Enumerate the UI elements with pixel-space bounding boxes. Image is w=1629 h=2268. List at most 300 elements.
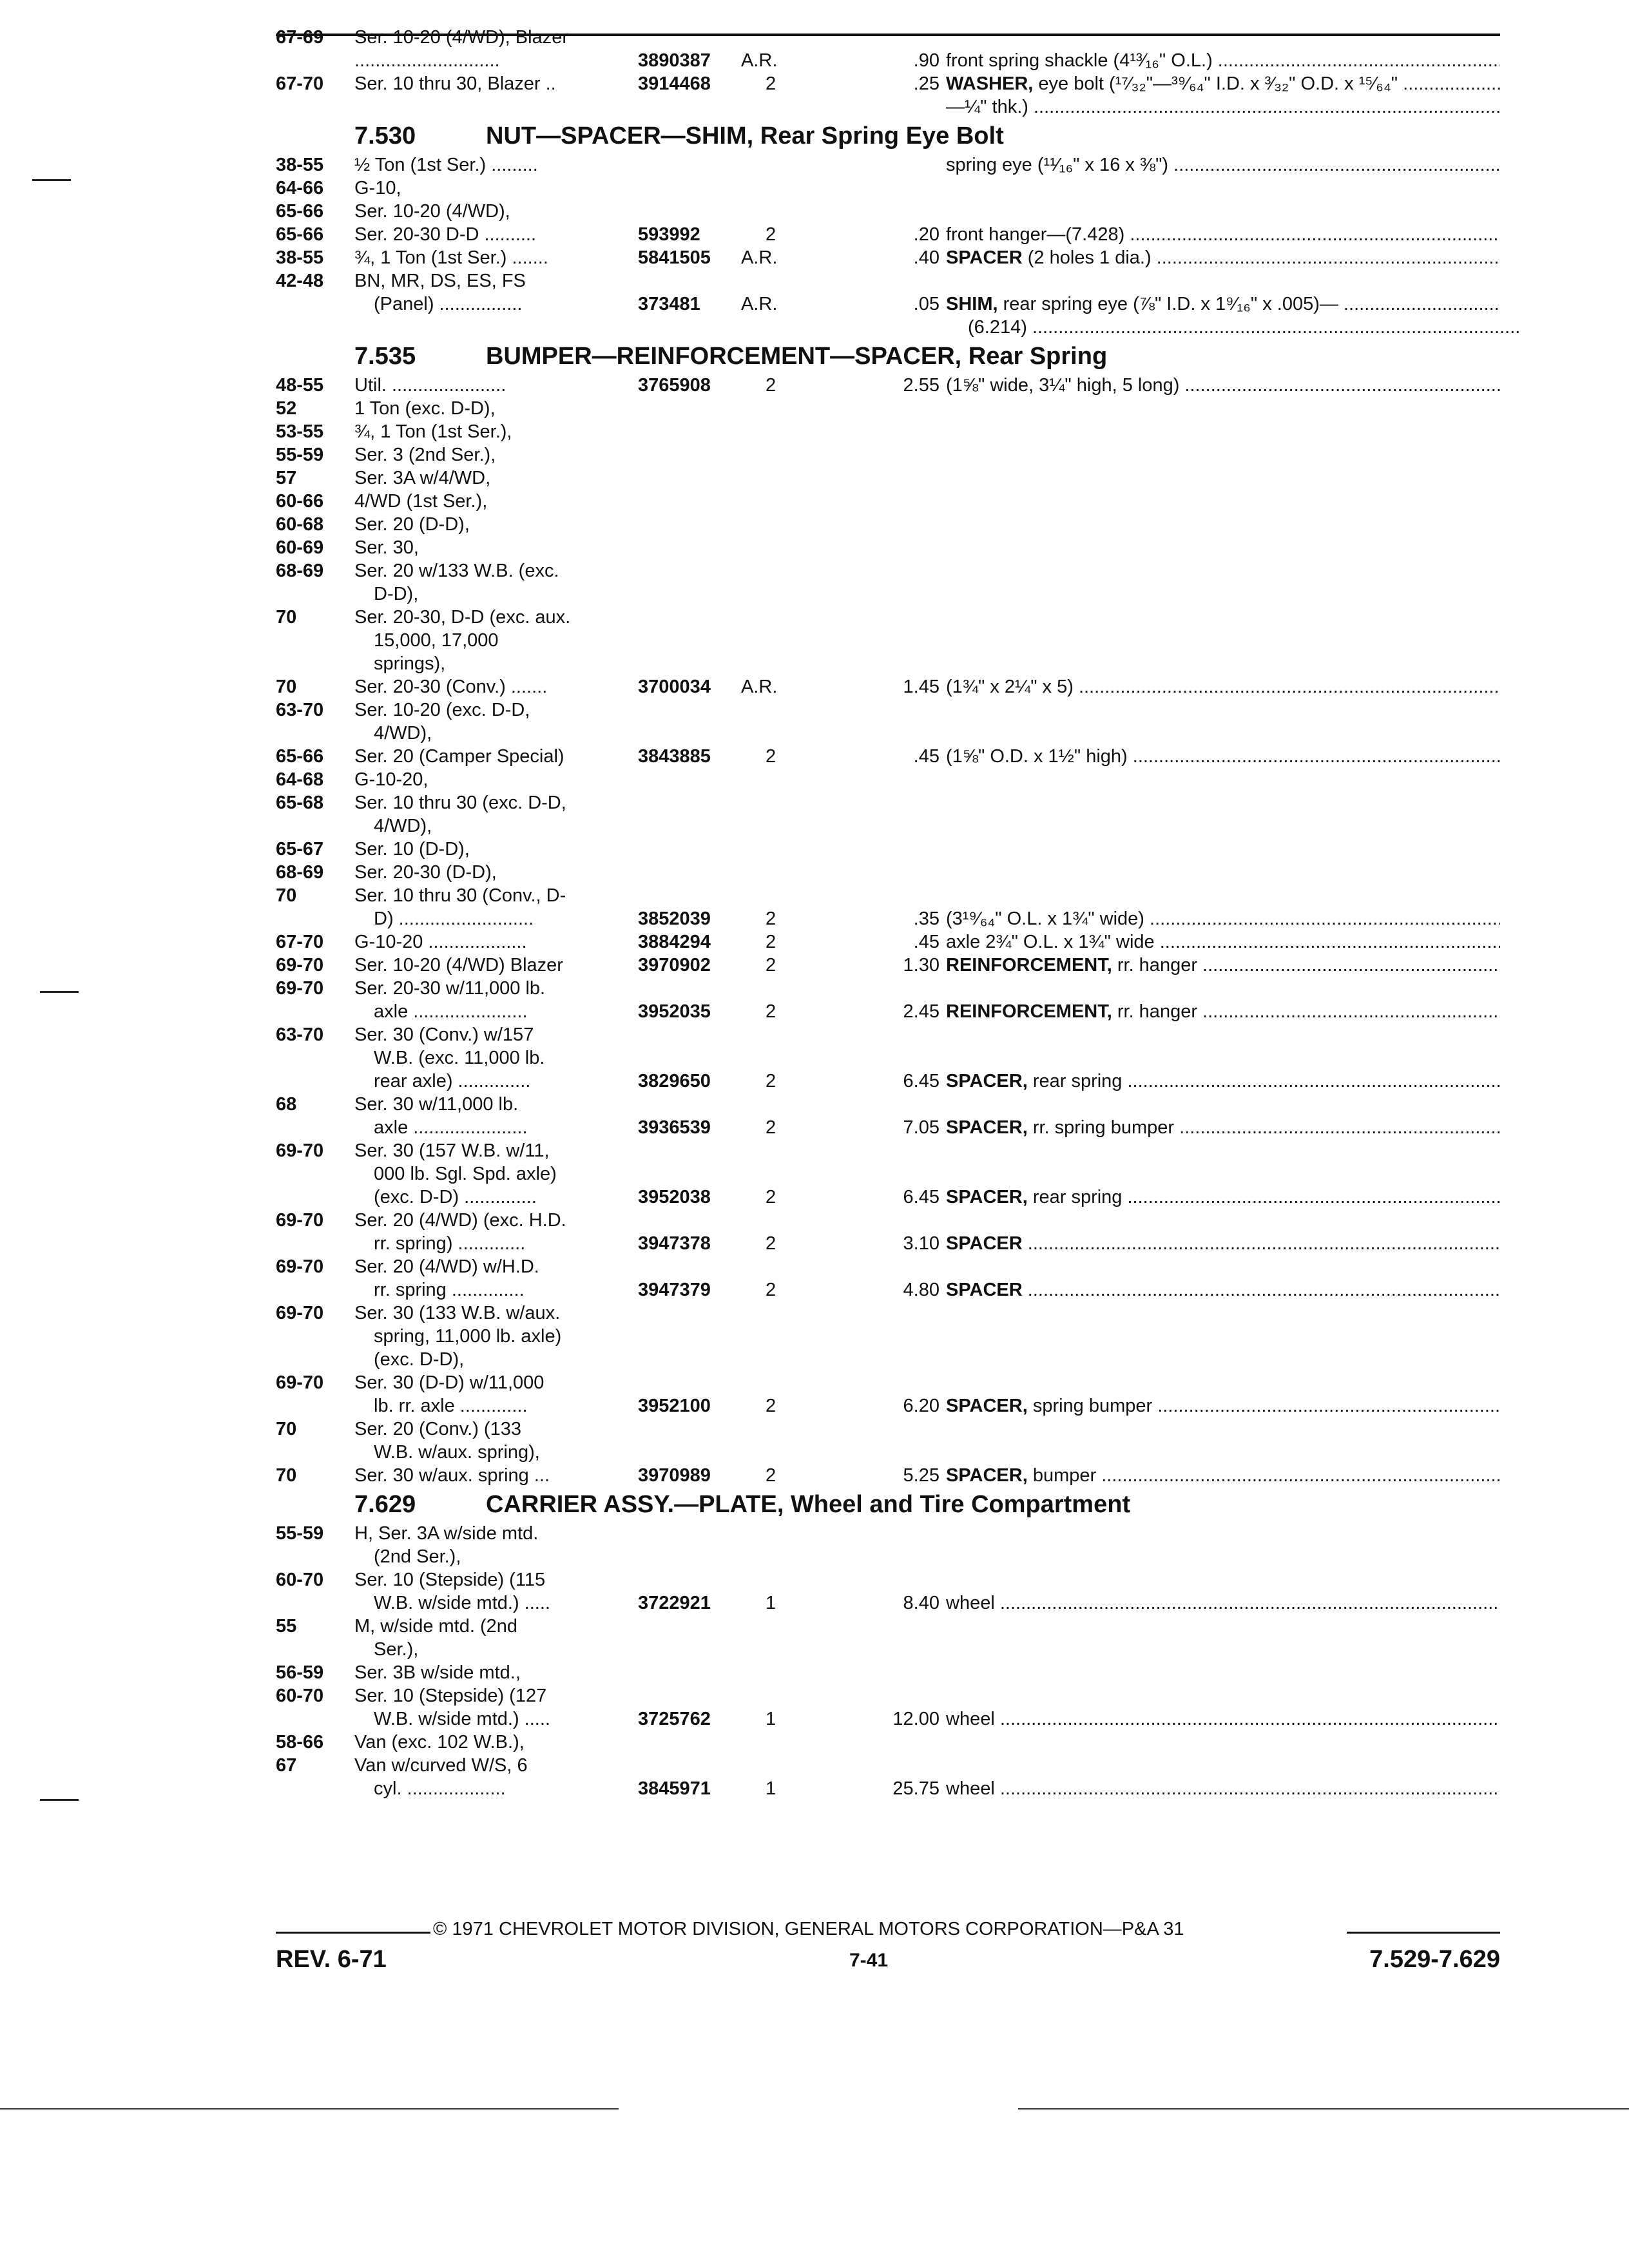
application: Ser. 30 (D-D) w/11,000	[354, 1372, 545, 1393]
section-number: 7.629	[354, 1491, 416, 1518]
list-price: 6.45	[903, 1187, 940, 1207]
footer-rule-right	[1347, 1932, 1500, 1934]
part-description	[946, 1186, 1500, 1209]
part-number: 3914468	[638, 73, 711, 94]
table-row	[276, 1070, 1500, 1093]
table-row	[276, 177, 1500, 200]
model-years: 55	[276, 1616, 297, 1637]
part-description	[946, 72, 1500, 95]
part-number: 5841505	[638, 247, 711, 268]
application: Ser. 20 (Camper Special)	[354, 746, 564, 767]
list-price: 12.00	[892, 1709, 940, 1729]
model-years: 56-59	[276, 1662, 324, 1683]
application: W.B. (exc. 11,000 lb.	[374, 1048, 545, 1068]
table-row	[276, 629, 1500, 652]
table-row	[276, 1278, 1500, 1302]
section-heading	[276, 339, 1500, 374]
part-number: 593992	[638, 224, 700, 245]
application: Ser. 10-20 (4/WD), Blazer	[354, 27, 568, 48]
table-row	[276, 1731, 1500, 1754]
table-row	[276, 1093, 1500, 1116]
quantity-as-required: A.R.	[741, 677, 778, 697]
table-row	[276, 1371, 1500, 1394]
table-row	[276, 1661, 1500, 1684]
model-years: 64-66	[276, 178, 324, 198]
part-name: SPACER,	[946, 1187, 1028, 1207]
application: Ser. 10-20 (exc. D-D,	[354, 700, 530, 720]
application: Ser. 10 (Stepside) (115	[354, 1570, 546, 1590]
part-number: 3970902	[638, 955, 711, 975]
quantity: 1	[766, 1593, 776, 1613]
model-years: 60-70	[276, 1686, 324, 1706]
model-years: 65-66	[276, 746, 324, 767]
application: 4/WD (1st Ser.),	[354, 491, 488, 512]
model-years: 38-55	[276, 247, 324, 268]
model-years: 67	[276, 1755, 297, 1776]
application: Ser. 3 (2nd Ser.),	[354, 445, 496, 465]
quantity: 2	[766, 955, 776, 975]
part-number: 3845971	[638, 1778, 711, 1799]
table-row	[276, 95, 1500, 119]
table-row	[276, 582, 1500, 606]
description-text: rr. spring bumper .....	[1028, 1117, 1500, 1138]
application: ¾, 1 Ton (1st Ser.),	[354, 421, 512, 442]
application: Ser. 3B w/side mtd.,	[354, 1662, 521, 1683]
table-row	[276, 698, 1500, 722]
table-row	[276, 1255, 1500, 1278]
application: W.B. w/side mtd.) .....	[374, 1593, 550, 1613]
table-row	[276, 316, 1500, 339]
application: rr. spring) .............	[374, 1233, 526, 1254]
model-years: 52	[276, 398, 297, 419]
part-description	[946, 675, 1500, 698]
table-row	[276, 884, 1500, 907]
table-row	[276, 1591, 1500, 1615]
model-years: 67-69	[276, 27, 324, 48]
part-name: SPACER	[946, 1233, 1023, 1254]
model-years: 65-67	[276, 839, 324, 860]
description-text: front hanger—(7.428) .....	[946, 224, 1500, 245]
application: Ser. 30 w/aux. spring ...	[354, 1465, 550, 1486]
model-years: 65-66	[276, 201, 324, 222]
section-heading	[276, 1487, 1500, 1522]
table-row	[276, 954, 1500, 977]
table-row	[276, 374, 1500, 397]
page-number: 7-41	[849, 1950, 889, 1971]
section-number: 7.535	[354, 343, 416, 370]
part-name: SPACER,	[946, 1465, 1028, 1486]
description-text: rr. hanger .....	[1112, 1001, 1500, 1022]
table-row	[276, 397, 1500, 420]
part-description	[946, 316, 1522, 339]
application: Ser.),	[374, 1639, 419, 1660]
section-range: 7.529-7.629	[1369, 1946, 1500, 1973]
section-number: 7.530	[354, 122, 416, 149]
quantity: 2	[766, 1233, 776, 1254]
application: Ser. 10-20 (4/WD) Blazer	[354, 955, 563, 975]
application: Ser. 20 (Conv.) (133	[354, 1419, 521, 1439]
table-row	[276, 1684, 1500, 1707]
application: Ser. 30 (133 W.B. w/aux.	[354, 1303, 561, 1323]
application: rr. spring ..............	[374, 1280, 525, 1300]
table-row	[276, 559, 1500, 582]
application: ............................	[354, 50, 500, 71]
quantity: 2	[766, 1187, 776, 1207]
scan-edge-line	[1018, 2108, 1629, 2109]
part-description	[946, 293, 1500, 316]
application: axle ......................	[374, 1001, 528, 1022]
part-number: 3852039	[638, 908, 711, 929]
list-price: 2.55	[903, 375, 940, 396]
table-row	[276, 490, 1500, 513]
model-years: 69-70	[276, 978, 324, 999]
model-years: 58-66	[276, 1732, 324, 1753]
table-row	[276, 269, 1500, 293]
part-description	[946, 153, 1500, 177]
description-text: (1⅝" O.D. x 1½" high) .....	[946, 746, 1500, 767]
section-title: NUT—SPACER—SHIM, Rear Spring Eye Bolt	[486, 122, 1004, 149]
part-description	[946, 49, 1500, 72]
table-row	[276, 1162, 1500, 1186]
model-years: 55-59	[276, 1523, 324, 1544]
table-row	[276, 861, 1500, 884]
model-years: 68	[276, 1094, 297, 1115]
table-row	[276, 1418, 1500, 1441]
application: Ser. 20-30 (D-D),	[354, 862, 497, 883]
table-row	[276, 293, 1500, 316]
application: G-10-20,	[354, 769, 429, 790]
table-row	[276, 907, 1500, 930]
margin-mark	[32, 179, 71, 181]
list-price: .90	[913, 50, 940, 71]
quantity: 2	[766, 746, 776, 767]
part-description	[946, 374, 1500, 397]
table-row	[276, 513, 1500, 536]
model-years: 70	[276, 885, 297, 906]
description-text: rear spring .....	[1028, 1071, 1500, 1091]
model-years: 68-69	[276, 561, 324, 581]
quantity-as-required: A.R.	[741, 247, 778, 268]
table-row	[276, 1707, 1500, 1731]
application: Ser. 20 w/133 W.B. (exc.	[354, 561, 559, 581]
list-price: 8.40	[903, 1593, 940, 1613]
list-price: .45	[913, 746, 940, 767]
table-row	[276, 536, 1500, 559]
copyright-line: © 1971 CHEVROLET MOTOR DIVISION, GENERAL MOTORS CORPORATION—P&A 31	[433, 1919, 1184, 1939]
list-price: .20	[913, 224, 940, 245]
part-name: SHIM,	[946, 294, 998, 314]
table-row	[276, 1394, 1500, 1418]
list-price: 25.75	[892, 1778, 940, 1799]
part-description	[946, 1070, 1500, 1093]
model-years: 38-55	[276, 155, 324, 175]
application: Ser. 20-30 D-D ..........	[354, 224, 537, 245]
list-price: 4.80	[903, 1280, 940, 1300]
application: Ser. 3A w/4/WD,	[354, 468, 491, 488]
part-number: 3970989	[638, 1465, 711, 1486]
model-years: 68-69	[276, 862, 324, 883]
part-number: 373481	[638, 294, 700, 314]
model-years: 63-70	[276, 1024, 324, 1045]
catalog-content	[276, 26, 1500, 1800]
application: rear axle) ..............	[374, 1071, 531, 1091]
table-row	[276, 1302, 1500, 1325]
application: Ser. 30 w/11,000 lb.	[354, 1094, 519, 1115]
revision-label: REV. 6-71	[276, 1946, 387, 1973]
model-years: 48-55	[276, 375, 324, 396]
margin-mark	[40, 991, 79, 993]
application: Ser. 10 (D-D),	[354, 839, 470, 860]
application: Ser. 20 (4/WD) (exc. H.D.	[354, 1210, 566, 1231]
model-years: 70	[276, 677, 297, 697]
model-years: 60-69	[276, 537, 324, 558]
model-years: 69-70	[276, 1210, 324, 1231]
table-row	[276, 466, 1500, 490]
application: lb. rr. axle .............	[374, 1396, 528, 1416]
table-row	[276, 1522, 1500, 1545]
table-row	[276, 745, 1500, 768]
list-price: .45	[913, 932, 940, 952]
section-heading	[276, 119, 1500, 153]
application: Ser. 20-30 w/11,000 lb.	[354, 978, 546, 999]
table-row	[276, 1464, 1500, 1487]
model-years: 42-48	[276, 271, 324, 291]
table-row	[276, 49, 1500, 72]
model-years: 69-70	[276, 1372, 324, 1393]
description-text: (2 holes 1 dia.) .....	[1023, 247, 1500, 268]
list-price: 1.45	[903, 677, 940, 697]
part-description	[946, 223, 1500, 246]
table-row	[276, 1046, 1500, 1070]
table-row	[276, 977, 1500, 1000]
part-number: 3884294	[638, 932, 711, 952]
description-text: rr. hanger .....	[1112, 955, 1500, 975]
quantity: 2	[766, 1071, 776, 1091]
part-description	[946, 1116, 1500, 1139]
description-text: front spring shackle (4¹³⁄₁₆" O.L.) .....	[946, 50, 1500, 71]
application: Ser. 20-30, D-D (exc. aux.	[354, 607, 571, 628]
table-row	[276, 768, 1500, 791]
table-row	[276, 1209, 1500, 1232]
table-row	[276, 1568, 1500, 1591]
table-row	[276, 838, 1500, 861]
application: BN, MR, DS, ES, FS	[354, 271, 526, 291]
model-years: 70	[276, 1465, 297, 1486]
list-price: 3.10	[903, 1233, 940, 1254]
application: Ser. 10-20 (4/WD),	[354, 201, 510, 222]
application: 000 lb. Sgl. Spd. axle)	[374, 1164, 557, 1184]
quantity: 2	[766, 1396, 776, 1416]
quantity: 2	[766, 1117, 776, 1138]
model-years: 55-59	[276, 445, 324, 465]
model-years: 70	[276, 607, 297, 628]
model-years: 64-68	[276, 769, 324, 790]
table-row	[276, 72, 1500, 95]
quantity: 2	[766, 1001, 776, 1022]
part-name: SPACER,	[946, 1396, 1028, 1416]
table-row	[276, 443, 1500, 466]
table-row	[276, 652, 1500, 675]
part-name: REINFORCEMENT,	[946, 955, 1112, 975]
application: G-10,	[354, 178, 401, 198]
application: Ser. 30 (Conv.) w/157	[354, 1024, 534, 1045]
description-text: —¼" thk.) .....	[946, 97, 1500, 117]
description-text: (3¹⁹⁄₆₄" O.L. x 1¾" wide) .....	[946, 908, 1500, 929]
table-row	[276, 606, 1500, 629]
table-row	[276, 1232, 1500, 1255]
part-number: 3725762	[638, 1709, 711, 1729]
part-description	[946, 1278, 1500, 1302]
list-price: 7.05	[903, 1117, 940, 1138]
part-name: WASHER,	[946, 73, 1034, 94]
part-description	[946, 1591, 1500, 1615]
table-row	[276, 223, 1500, 246]
section-title: CARRIER ASSY.—PLATE, Wheel and Tire Compartment	[486, 1491, 1131, 1518]
application: (exc. D-D) ..............	[374, 1187, 537, 1207]
application: W.B. w/side mtd.) .....	[374, 1709, 550, 1729]
list-price: 6.45	[903, 1071, 940, 1091]
table-row	[276, 1615, 1500, 1638]
part-description	[946, 246, 1500, 269]
table-row	[276, 200, 1500, 223]
application: axle ......................	[374, 1117, 528, 1138]
part-name: SPACER,	[946, 1117, 1028, 1138]
application: Ser. 20-30 (Conv.) .......	[354, 677, 548, 697]
quantity: 1	[766, 1709, 776, 1729]
part-description	[946, 1707, 1500, 1731]
application: Ser. 10 thru 30 (Conv., D-	[354, 885, 566, 906]
table-row	[276, 722, 1500, 745]
application: ¾, 1 Ton (1st Ser.) .......	[354, 247, 548, 268]
application: W.B. w/aux. spring),	[374, 1442, 540, 1463]
part-description	[946, 1232, 1500, 1255]
application: 15,000, 17,000	[374, 630, 499, 651]
application: Ser. 30 (157 W.B. w/11,	[354, 1140, 550, 1161]
application: D) ..........................	[374, 908, 534, 929]
table-row	[276, 1754, 1500, 1777]
application: (2nd Ser.),	[374, 1546, 461, 1567]
table-row	[276, 1638, 1500, 1661]
application: Ser. 10 thru 30, Blazer ..	[354, 73, 556, 94]
quantity: 2	[766, 1280, 776, 1300]
part-description	[946, 930, 1500, 954]
part-description	[946, 95, 1500, 119]
application: 1 Ton (exc. D-D),	[354, 398, 496, 419]
description-text: bumper .....	[1028, 1465, 1500, 1486]
list-price: 5.25	[903, 1465, 940, 1486]
list-price: .35	[913, 908, 940, 929]
quantity: 2	[766, 224, 776, 245]
description-text: (6.214) .....	[968, 317, 1522, 338]
model-years: 60-70	[276, 1570, 324, 1590]
model-years: 67-70	[276, 73, 324, 94]
part-number: 3952100	[638, 1396, 711, 1416]
part-description	[946, 1394, 1500, 1418]
part-number: 3700034	[638, 677, 711, 697]
table-row	[276, 1348, 1500, 1371]
part-number: 3829650	[638, 1071, 711, 1091]
model-years: 70	[276, 1419, 297, 1439]
scan-edge-line	[0, 2108, 619, 2109]
list-price: .40	[913, 247, 940, 268]
description-text: eye bolt (¹⁷⁄₃₂"—³⁹⁄₆₄" I.D. x ³⁄₃₂" O.D. x ¹⁵⁄₆₄" .....	[1033, 73, 1500, 94]
application: G-10-20 ...................	[354, 932, 527, 952]
description-text	[1023, 1280, 1500, 1300]
description-text: spring eye (¹¹⁄₁₆" x 16 x ⅜") .....	[946, 155, 1500, 175]
table-row	[276, 1545, 1500, 1568]
part-description	[946, 1777, 1500, 1800]
description-text: spring bumper .....	[1028, 1396, 1500, 1416]
description-text: wheel .....	[946, 1778, 1500, 1799]
model-years: 60-66	[276, 491, 324, 512]
quantity: 2	[766, 375, 776, 396]
table-row	[276, 791, 1500, 814]
table-row	[276, 1325, 1500, 1348]
quantity: 1	[766, 1778, 776, 1799]
table-row	[276, 930, 1500, 954]
list-price: .05	[913, 294, 940, 314]
list-price: 1.30	[903, 955, 940, 975]
model-years: 65-66	[276, 224, 324, 245]
margin-mark	[40, 1799, 79, 1801]
part-number: 3765908	[638, 375, 711, 396]
part-number: 3947378	[638, 1233, 711, 1254]
part-number: 3890387	[638, 50, 711, 71]
model-years: 69-70	[276, 1256, 324, 1277]
table-row	[276, 1441, 1500, 1464]
application: Util. ......................	[354, 375, 506, 396]
parts-catalog-page	[276, 26, 1500, 1800]
part-number: 3952035	[638, 1001, 711, 1022]
quantity: 2	[766, 932, 776, 952]
description-text: axle 2¾" O.L. x 1¾" wide .....	[946, 932, 1500, 952]
model-years: 69-70	[276, 1140, 324, 1161]
part-number: 3722921	[638, 1593, 711, 1613]
table-row	[276, 814, 1500, 838]
list-price: 2.45	[903, 1001, 940, 1022]
quantity-as-required: A.R.	[741, 50, 778, 71]
list-price: .25	[913, 73, 940, 94]
part-description	[946, 745, 1500, 768]
table-row	[276, 675, 1500, 698]
application: Ser. 10 (Stepside) (127	[354, 1686, 547, 1706]
part-number: 3936539	[638, 1117, 711, 1138]
application: spring, 11,000 lb. axle)	[374, 1326, 562, 1347]
table-row	[276, 1000, 1500, 1023]
description-text: wheel .....	[946, 1593, 1500, 1613]
part-description	[946, 907, 1500, 930]
model-years: 69-70	[276, 1303, 324, 1323]
part-name: SPACER,	[946, 1071, 1028, 1091]
application: (Panel) ................	[374, 294, 523, 314]
part-name: SPACER	[946, 1280, 1023, 1300]
application: Ser. 30,	[354, 537, 419, 558]
application: M, w/side mtd. (2nd	[354, 1616, 518, 1637]
model-years: 60-68	[276, 514, 324, 535]
quantity: 2	[766, 1465, 776, 1486]
application: Van w/curved W/S, 6	[354, 1755, 528, 1776]
model-years: 65-68	[276, 793, 324, 813]
description-text: (1⅝" wide, 3¼" high, 5 long) .....	[946, 375, 1500, 396]
model-years: 69-70	[276, 955, 324, 975]
application: ½ Ton (1st Ser.) .........	[354, 155, 538, 175]
part-number: 3952038	[638, 1187, 711, 1207]
application: Ser. 20 (D-D),	[354, 514, 470, 535]
description-text: rear spring .....	[1028, 1187, 1500, 1207]
application: (exc. D-D),	[374, 1349, 465, 1370]
application: 4/WD),	[374, 816, 432, 836]
description-text: rear spring eye (⅞" I.D. x 1⁹⁄₁₆" x .005)— .....	[998, 294, 1500, 314]
